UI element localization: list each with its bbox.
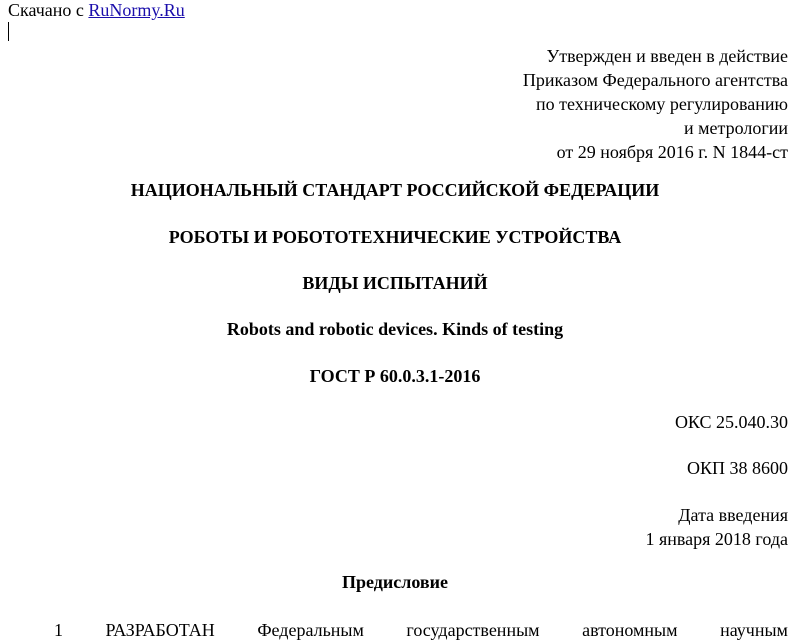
intro-date-label: Дата введения (678, 505, 788, 525)
item-word: научным (720, 620, 788, 640)
item-word: РАЗРАБОТАН (105, 620, 215, 640)
kinds-title: ВИДЫ ИСПЫТАНИЙ (302, 273, 488, 293)
approval-line: от 29 ноября 2016 г. N 1844-ст (556, 142, 788, 162)
english-title: Robots and robotic devices. Kinds of testing (226, 319, 564, 339)
gost-number: ГОСТ Р 60.0.3.1-2016 (309, 366, 481, 386)
item-word: автономным (582, 620, 678, 640)
item-word: Федеральным (257, 620, 364, 640)
okp-code: ОКП 38 8600 (686, 458, 788, 478)
runormy-link[interactable]: RuNormy.Ru (88, 0, 185, 20)
intro-date-block (645, 503, 788, 551)
approval-line: Утвержден и введен в действие (546, 46, 788, 66)
item-word: государственным (406, 620, 540, 640)
oks-code: ОКС 25.040.30 (674, 412, 788, 432)
approval-line: и метрологии (684, 118, 788, 138)
subject-title: РОБОТЫ И РОБОТОТЕХНИЧЕСКИЕ УСТРОЙСТВА (168, 227, 622, 247)
foreword-item-1 (54, 619, 788, 641)
approval-line: Приказом Федерального агентства (522, 70, 788, 90)
standard-title: НАЦИОНАЛЬНЫЙ СТАНДАРТ РОССИЙСКОЙ ФЕДЕРАЦИИ (130, 180, 660, 200)
approval-line: по техническому регулированию (535, 94, 788, 114)
foreword-heading: Предисловие (342, 572, 448, 592)
downloaded-from-line (8, 0, 185, 20)
text-cursor (8, 22, 9, 41)
downloaded-prefix: Скачано с (8, 0, 84, 20)
item-number: 1 (54, 620, 63, 640)
intro-date-value: 1 января 2018 года (645, 529, 788, 549)
approval-block (523, 44, 788, 164)
